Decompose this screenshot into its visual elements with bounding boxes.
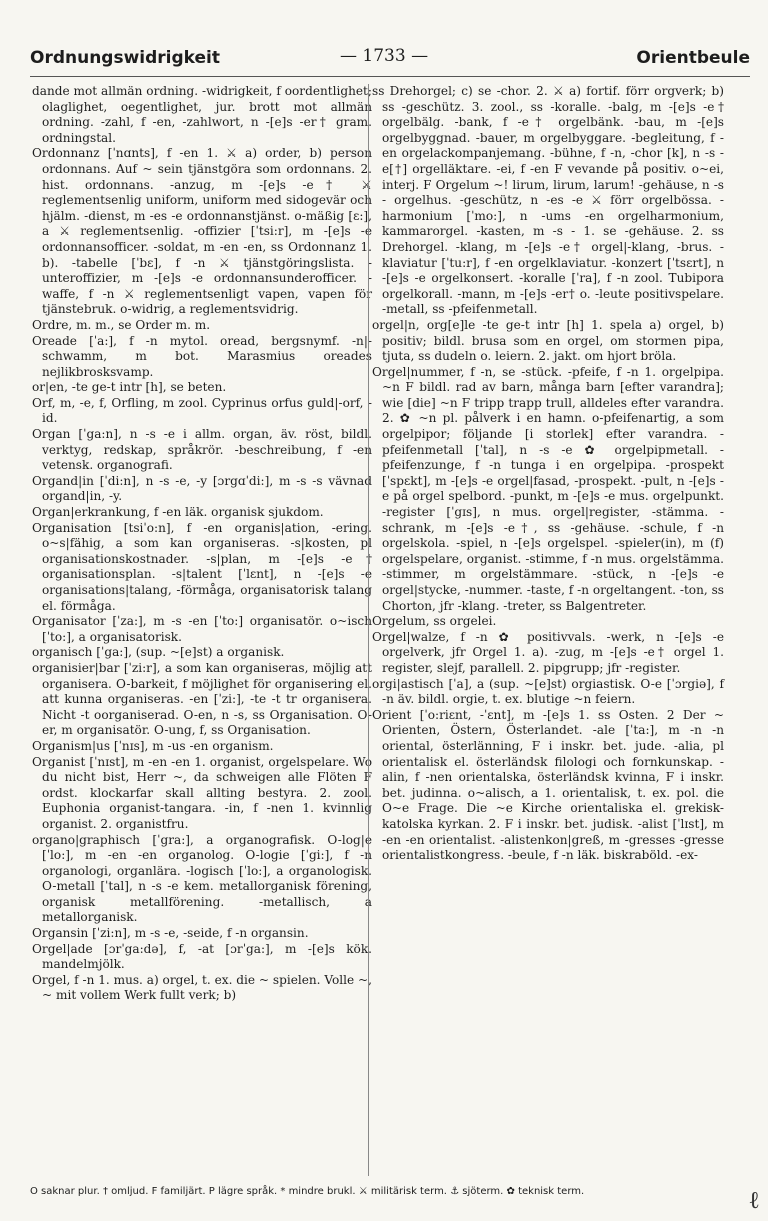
dictionary-entry: Organisation [tsiˈo:n], f -en organis|ation, -ering. o~s|fähig, a som kan organiseras. -s|kosten, pl organisationskostnader. -s|plan, m -[e]s -e† organisationsplan. -s|talent [ˈlɛnt], n -[e]s -e organisations|talang, -förmåga, organisatorisk talang el. förmåga. [32, 520, 372, 613]
right-running-headword: Orientbeule [636, 48, 750, 68]
dictionary-entry: Organ|erkrankung, f -en läk. organisk sjukdom. [32, 505, 324, 520]
dictionary-entry: Organsin [ˈzi:n], m -s -e, -seide, f -n organsin. [32, 926, 309, 941]
dictionary-entry: ss Drehorgel; c) se -chor. 2. ⚔ a) fortif. förr orgverk; b) ss -geschütz. 3. zool., ss -koralle. -balg, m -[e]s -e† orgelbälg. -bank, f -e† orgelbänk. -bau, m -[e]s orgelbyggnad. -bauer, m orgelbyggare. -begleitung, f -en orgelackompanjemang. -bühne, f -n, -chor [k], n -s -e[†] orgelläktare. -ei, f -en F vevande på positiv. o~ei, interj. F Orgelum ~! lirum, lirum, larum! -gehäuse, n -s - orgelhus. -geschütz, n -es -e ⚔ förr orgelbössa. -harmonium [ˈmo:], n -ums -en orgelharmonium, kammarorgel. -kasten, m -s - 1. se -gehäuse. 2. ss Drehorgel. -klang, m -[e]s -e† orgel|-klang, -brus. -klaviatur [ˈtu:r], f -en orgelklaviatur. -konzert [ˈtsɛrt], n -[e]s -e orgelkonsert. -koralle [ˈra], f -n zool. Tubipora orgelkorall. -mann, m -[e]s -er† o. -leute positivspelare. -metall, ss -pfeifenmetall. [372, 84, 724, 317]
page-number: — 1733 — [340, 46, 429, 66]
dictionary-entry: Orgel, f -n 1. mus. a) orgel, t. ex. die ~ spielen. Volle ~, ~ mit vollem Werk fullt verk; b) [32, 972, 372, 1003]
dictionary-entry: Orgel|ade [ɔrˈga:də], f, -at [ɔrˈga:], m -[e]s kök. mandelmjölk. [32, 941, 372, 972]
dictionary-entry: Organist [ˈnɪst], m -en -en 1. organist, orgelspelare. Wo du nicht bist, Herr ~, da schweigen alle Flöten F ordst. klockarfar skall allting bestyra. 2. zool. Euphonia organist-tangara. -in, f -nen 1. kvinnlig organist. 2. organistfru. [32, 754, 372, 831]
abbreviation-legend: O saknar plur. † omljud. F familjärt. P lägre språk. * mindre brukl. ⚔ militärisk term. ⚓ sjöterm. ✿ teknisk term. [30, 1186, 585, 1197]
dictionary-entry: organisch [ˈga:], (sup. ~[e]st) a organisk. [32, 645, 285, 660]
dictionary-entry: orgi|astisch [ˈa], a (sup. ~[e]st) orgiastisk. O-e [ˈɔrgiə], f -n äv. bildl. orgie, t. ex. blutige ~n feiern. [372, 676, 724, 707]
dictionary-entry: Orgelum, ss orgelei. [372, 614, 497, 629]
dictionary-entry: organo|graphisch [ˈgra:], a organografisk. O-log|e [ˈlo:], m -en -en organolog. O-logie [ˈgi:], f -n organologi, organlära. -logisch [ˈlo:], a organologisk. O-metall [ˈtal], n -s -e kem. metallorganisk förening, organisk metallförening. -metallisch, a metallorganisk. [32, 832, 372, 925]
dictionary-entry: Ordonnanz [ˈnɑnts], f -en 1. ⚔ a) order, b) person ordonnans. Auf ~ sein tjänstgöra som ordonnans. 2. hist. ordonnans. -anzug, m -[e]s -e† ⚔ reglementsenlig uniform, uniform med sidogevär och hjälm. -dienst, m -es -e ordonnanstjänst. o-mäßig [ɛ:], a ⚔ reglementsenlig. -offizier [ˈtsi:r], m -[e]s -e ordonnansofficer. -soldat, m -en -en, ss Ordonnanz 1. b). -tabelle [ˈbɛ], f -n ⚔ tjänstgöringslista. -unteroffizier, m -[e]s -e ordonnansunderofficer. -waffe, f -n ⚔ reglementsenligt vapen, vapen för tjänstebruk. o-widrig, a reglementsvidrig. [32, 146, 372, 317]
dictionary-entry: Orgel|nummer, f -n, se -stück. -pfeife, f -n 1. orgelpipa. ~n F bildl. rad av barn, många barn [efter varandra]; wie [die] ~n F tripp trapp trull, alldeles efter varandra. 2. ✿ ~n pl. pålverk i en hamn. o-pfeifenartig, a som orgelpipor; följande [i storlek] efter varandra. -pfeifenmetall [ˈtal], n -s -e ✿ orgelpipmetall. -pfeifenzunge, f -n tunga i en orgelpipa. -prospekt [ˈspɛkt], m -[e]s -e orgel|fasad, -prospekt. -pult, n -[e]s -e på orgel spelbord. -punkt, m -[e]s -e mus. orgelpunkt. -register [ˈgɪs], n mus. orgel|register, -stämma. -schrank, m -[e]s -e†, ss -gehäuse. -schule, f -n orgelskola. -spiel, n -[e]s orgelspel. -spieler(in), m (f) orgelspelare, organist. -stimme, f -n mus. orgelstämma. -stimmer, m orgelstämmare. -stück, n -[e]s -e orgel|stycke, -nummer. -taste, f -n orgeltangent. -ton, ss Chorton, jfr -klang. -treter, ss Balgentreter. [372, 364, 724, 613]
page-header [30, 42, 750, 72]
dictionary-entry: orgel|n, org[e]le -te ge-t intr [h] 1. spela a) orgel, b) positiv; bildl. brusa som en orgel, om stormen pipa, tjuta, ss dudeln o. leiern. 2. jakt. om hjort bröla. [372, 317, 724, 364]
dictionary-entry: dande mot allmän ordning. -widrigkeit, f oordentlighet; olaglighet, oegentlighet, jur. brott mot allmän ordning. -zahl, f -en, -zahlwort, n -[e]s -er† gram. ordningstal. [32, 84, 372, 145]
dictionary-entry: organisier|bar [ˈzi:r], a som kan organiseras, möjlig att organisera. O-barkeit, f möjlighet för organisering el. att kunna organiseras. -en [ˈzi:], -te -t tr organisera. Nicht -t oorganiserad. O-en, n -s, ss Organisation. O-er, m organisatör. O-ung, f, ss Organisation. [32, 660, 372, 738]
dictionary-entry: Orgel|walze, f -n ✿ positivvals. -werk, n -[e]s -e orgelverk, jfr Orgel 1. a). -zug, m -[e]s -e† orgel 1. register, slejf, parallell. 2. pipgrupp; jfr -register. [372, 629, 724, 675]
right-column [372, 84, 724, 864]
dictionary-entry: Organd|in [ˈdi:n], n -s -e, -y [ɔrgɑˈdi:], m -s -s vävnad organd|in, -y. [32, 473, 372, 504]
dictionary-entry: Organism|us [ˈnɪs], m -us -en organism. [32, 738, 274, 753]
margin-mark: ℓ [748, 1186, 760, 1214]
dictionary-entry: Organisator [ˈza:], m -s -en [ˈto:] organisatör. o~isch [ˈto:], a organisatorisk. [32, 614, 372, 644]
dictionary-entry: Oreade [ˈa:], f -n mytol. oread, bergsnymf. -n|-schwamm, m bot. Marasmius oreades nejlikbrosksvamp. [32, 333, 372, 379]
dictionary-entry: or|en, -te ge-t intr [h], se beten. [32, 380, 227, 395]
dictionary-entry: Orf, m, -e, f, Orfling, m zool. Cyprinus orfus guld|-orf, -id. [32, 395, 372, 426]
header-rule [30, 76, 750, 77]
dictionary-entry: Organ [ˈga:n], n -s -e i allm. organ, äv. röst, bildl. verktyg, redskap, språkrör. -beschreibung, f -en vetensk. organografi. [32, 427, 372, 473]
dictionary-entry: Ordre, m. m., se Order m. m. [32, 317, 211, 332]
left-running-headword: Ordnungswidrigkeit [30, 48, 221, 68]
left-column [32, 84, 372, 1004]
column-divider [368, 84, 369, 1176]
dictionary-entry: Orient [ˈo:riɛnt, -ˈɛnt], m -[e]s 1. ss Osten. 2 Der ~ Orienten, Östern, Österlandet. -ale [ˈta:], m -n -n oriental, österlänning, F i inskr. bet. jude. -alia, pl orientalisk el. österländsk filologi och fornkunskap. -alin, f -nen orientalska, österländsk kvinna, F i inskr. bet. judinna. o~alisch, a 1. orientalisk, t. ex. pol. die O~e Frage. Die ~e Kirche orientaliska el. grekisk-katolska kyrkan. 2. F i inskr. bet. judisk. -alist [ˈlɪst], m -en -en orientalist. -alistenkon|greß, m -gresses -gresse orientalistkongress. -beule, f -n läk. biskraböld. -ex- [372, 707, 724, 863]
